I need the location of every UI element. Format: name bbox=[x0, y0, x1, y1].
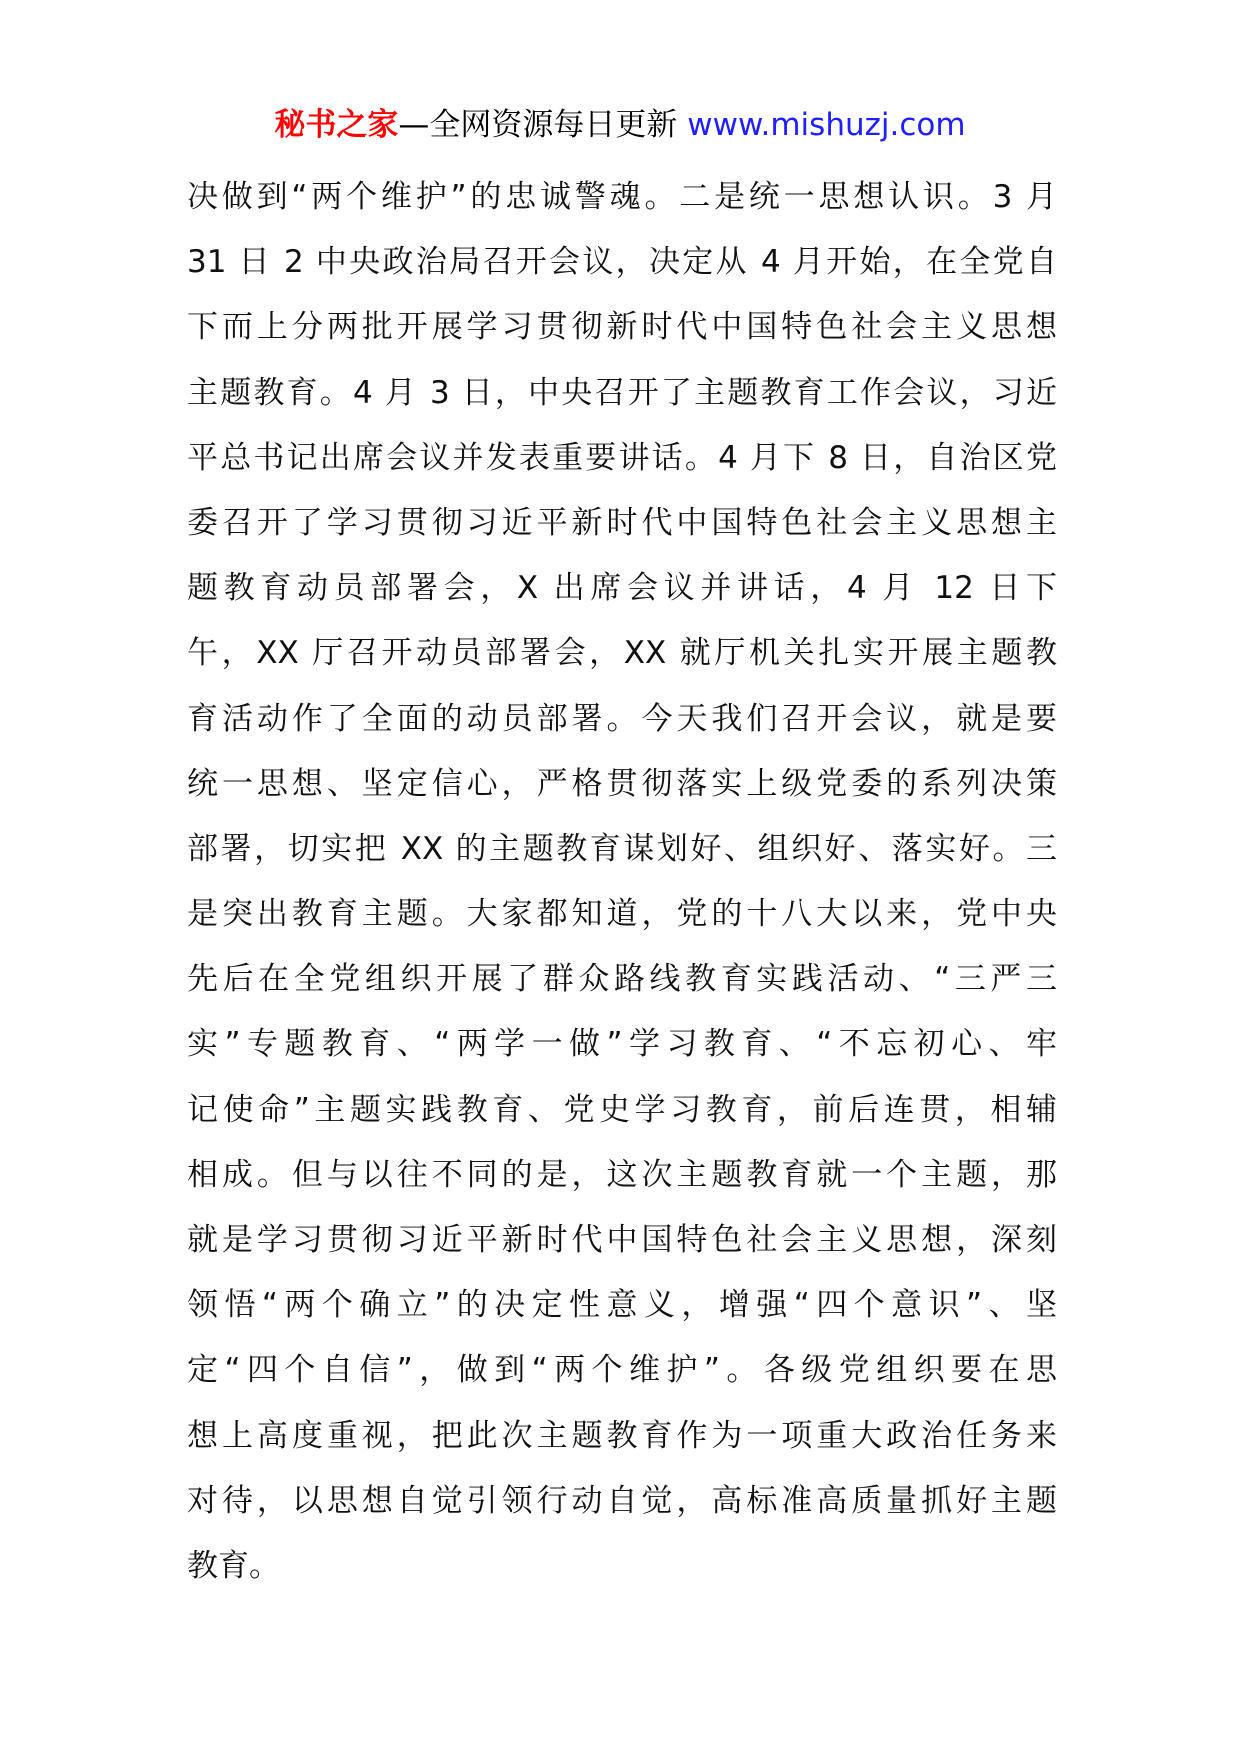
text-line: 对待，以思想自觉引领行动自觉，高标准高质量抓好主题 bbox=[187, 1482, 1057, 1519]
body-paragraph bbox=[187, 165, 1057, 1599]
text-line: 育活动作了全面的动员部署。今天我们召开会议，就是要 bbox=[187, 700, 1057, 737]
text-line: 就是学习贯彻习近平新时代中国特色社会主义思想，深刻 bbox=[187, 1222, 1057, 1258]
text-line: 定“四个自信”，做到“两个维护”。各级党组织要在思 bbox=[187, 1352, 1057, 1389]
text-line: 平总书记出席会议并发表重要讲话。4 月下 8 日，自治区党 bbox=[187, 439, 1057, 476]
text-line: 部署，切实把 XX 的主题教育谋划好、组织好、落实好。三 bbox=[187, 830, 1057, 867]
text-line: 委召开了学习贯彻习近平新时代中国特色社会主义思想主 bbox=[187, 504, 1057, 541]
text-line: 题教育动员部署会，X 出席会议并讲话，4 月 12 日下 bbox=[187, 570, 1057, 607]
text-line: 决做到“两个维护”的忠诚警魂。二是统一思想认识。3 月 bbox=[187, 179, 1057, 215]
text-line: 下而上分两批开展学习贯彻新时代中国特色社会主义思想 bbox=[187, 309, 1057, 346]
text-line: 记使命”主题实践教育、党史学习教育，前后连贯，相辅 bbox=[187, 1091, 1057, 1128]
text-line: 教育。 bbox=[187, 1547, 280, 1584]
text-line: 统一思想、坚定信心，严格贯彻落实上级党委的系列决策 bbox=[187, 765, 1057, 802]
site-header bbox=[0, 100, 1240, 150]
text-line: 午，XX 厅召开动员部署会，XX 就厅机关扎实开展主题教 bbox=[187, 635, 1057, 672]
text-line: 相成。但与以往不同的是，这次主题教育就一个主题，那 bbox=[187, 1156, 1057, 1193]
text-line: 实”专题教育、“两学一做”学习教育、“不忘初心、牢 bbox=[187, 1026, 1057, 1063]
text-line: 先后在全党组织开展了群众路线教育实践活动、“三严三 bbox=[187, 961, 1057, 998]
text-line: 主题教育。4 月 3 日，中央召开了主题教育工作会议，习近 bbox=[187, 374, 1057, 411]
site-brand: 秘书之家 bbox=[274, 107, 399, 143]
site-url-link[interactable]: www.mishuzj.com bbox=[687, 107, 966, 143]
site-tagline: —全网资源每日更新 bbox=[398, 107, 688, 143]
text-line: 领悟“两个确立”的决定性意义，增强“四个意识”、坚 bbox=[187, 1287, 1057, 1324]
text-line: 是突出教育主题。大家都知道，党的十八大以来，党中央 bbox=[187, 896, 1057, 933]
text-line: 31 日 2 中央政治局召开会议，决定从 4 月开始，在全党自 bbox=[187, 244, 1057, 281]
text-line: 想上高度重视，把此次主题教育作为一项重大政治任务来 bbox=[187, 1417, 1057, 1454]
